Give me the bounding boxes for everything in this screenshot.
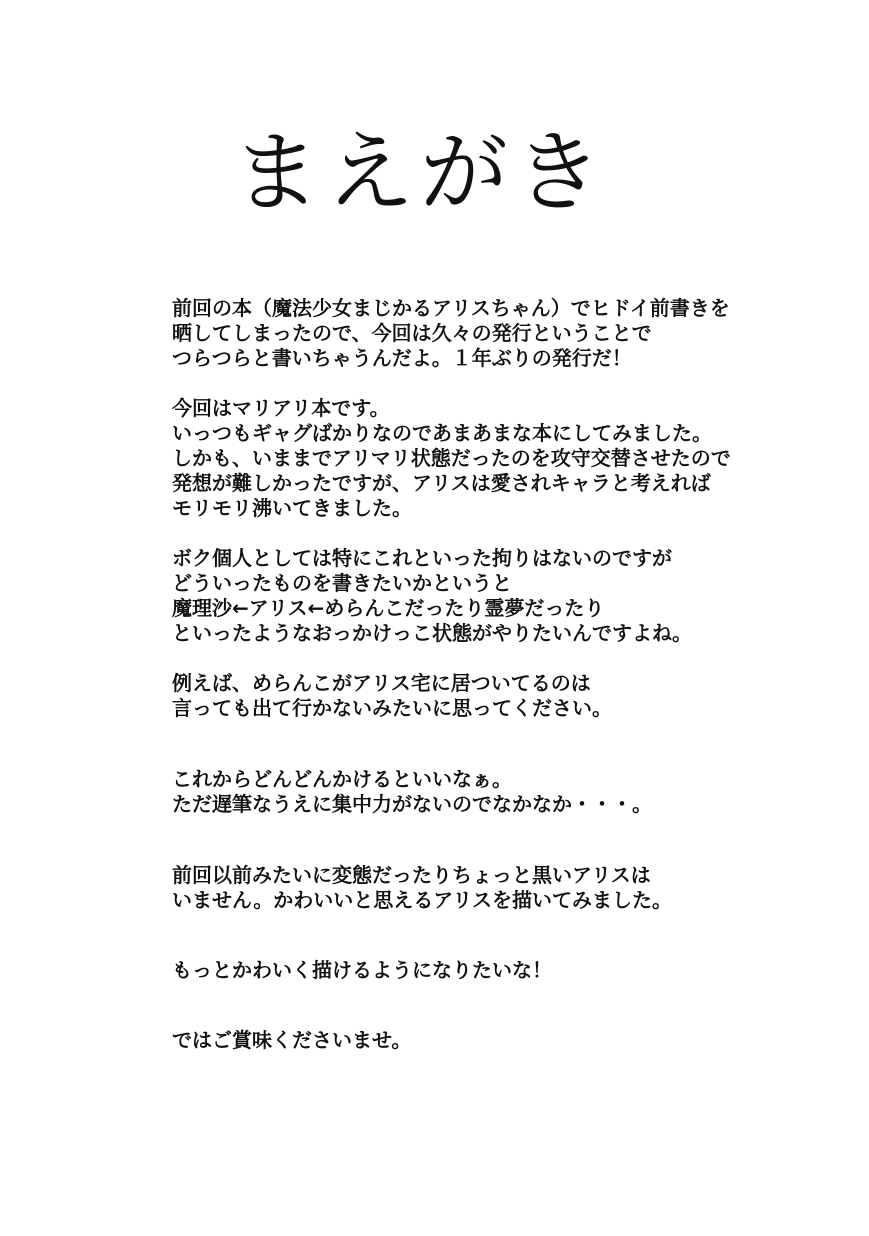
- text-line: いません。かわいいと思えるアリスを描いてみました。: [172, 888, 672, 912]
- text-line: 魔理沙←アリス←めらんこだったり霊夢だったり: [172, 596, 605, 620]
- text-line: モリモリ沸いてきました。: [172, 496, 412, 520]
- paragraph: [172, 863, 792, 913]
- text-line: 言っても出て行かないみたいに思ってください。: [172, 696, 612, 720]
- text-line: 今回はマリアリ本です。: [172, 396, 390, 420]
- paragraph: [172, 396, 792, 521]
- page-title: まえがき: [232, 121, 609, 224]
- text-line: ボク個人としては特にこれといった拘りはないのですが: [172, 546, 672, 570]
- preface-body: [172, 296, 792, 1053]
- text-line: 発想が難しかったですが、アリスは愛されキャラと考えれば: [172, 471, 711, 495]
- paragraph: [172, 1028, 792, 1053]
- text-line: いっつもギャグばかりなのであまあまな本にしてみました。: [172, 421, 712, 445]
- paragraph: [172, 767, 792, 817]
- text-line: 例えば、めらんこがアリス宅に居ついてるのは: [172, 671, 591, 695]
- text-line: しかも、いままでアリマリ状態だったのを攻守交替させたので: [172, 446, 731, 470]
- paragraph: [172, 296, 792, 371]
- text-line: ただ遅筆なうえに集中力がないのでなかなか・・・。: [172, 792, 652, 816]
- paragraph: [172, 546, 792, 646]
- text-line: 前回以前みたいに変態だったりちょっと黒いアリスは: [172, 863, 651, 887]
- text-line: といったようなおっかけっこ状態がやりたいんですよね。: [172, 621, 692, 645]
- paragraph: [172, 958, 792, 983]
- text-line: もっとかわいく描けるようになりたいな！: [172, 958, 552, 982]
- text-line: どういったものを書きたいかというと: [172, 571, 512, 595]
- text-line: 晒してしまったので、今回は久々の発行ということで: [172, 321, 652, 345]
- text-line: 前回の本（魔法少女まじかるアリスちゃん）でヒドイ前書きを: [172, 296, 730, 320]
- text-line: つらつらと書いちゃうんだよ。１年ぶりの発行だ！: [172, 346, 632, 370]
- paragraph: [172, 671, 792, 721]
- text-line: ではご賞味くださいませ。: [172, 1028, 412, 1052]
- text-line: これからどんどんかけるといいなぁ。: [172, 767, 512, 791]
